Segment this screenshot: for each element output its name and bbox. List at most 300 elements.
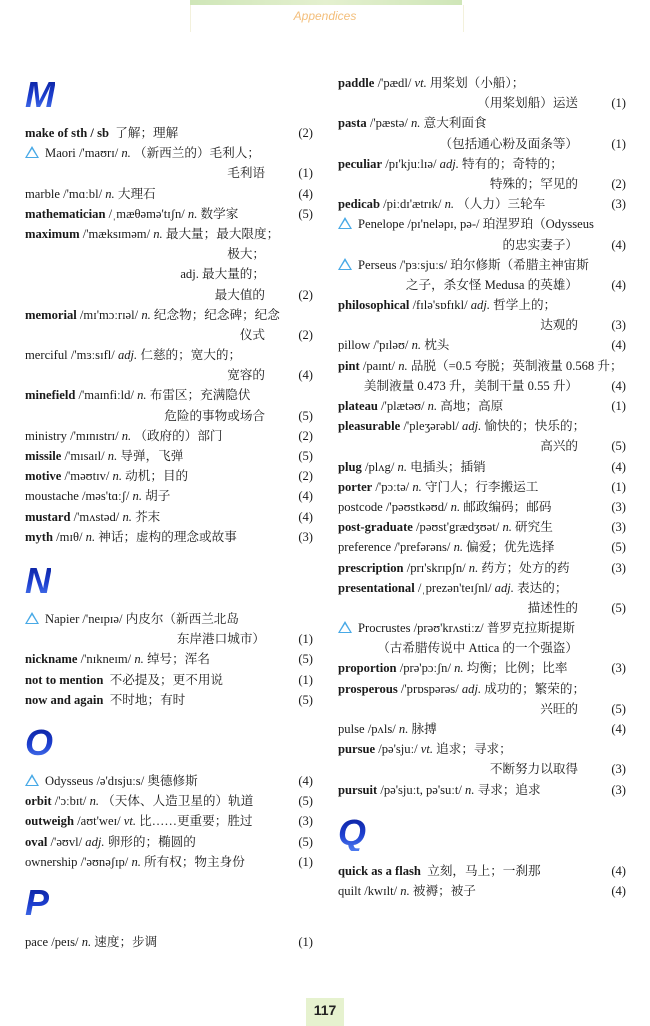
unit-number: (2) [298,287,313,302]
entry-text [338,881,604,901]
entry-headword: pace [25,935,49,949]
unit-number [604,739,626,759]
unit-number [604,679,626,699]
entry-text [338,739,604,759]
entry-headword: ministry [25,428,67,443]
entry-phonetic: /pɪ'neləpɪ, pə-/ [407,217,480,232]
unit-number: (4) [611,277,626,292]
triangle-marker-icon [338,258,352,270]
glossary-entry [338,618,626,638]
entry-phonetic: /'neɪpɪə/ [82,612,123,626]
entry-phonetic: /pə'sjuːt, pə'suːt/ [380,782,462,797]
entry-headword: pasta [338,116,367,131]
unit-number: (5) [298,834,313,849]
entry-phonetic: /'pɪləʊ/ [373,338,409,353]
glossary-entry [25,305,313,325]
entry-part-of-speech: n. [85,529,96,544]
entry-headword: paddle [338,76,375,90]
entry-definition: 最大量；最大限度； [165,226,280,241]
entry-part-of-speech: n. [400,884,410,899]
entry-part-of-speech: adj. [461,681,482,696]
unit-number [604,73,626,93]
entry-text [338,335,604,355]
entry-definition: （政府的）部门 [134,428,223,443]
glossary-entry [25,446,313,466]
unit-number: (3) [298,814,313,829]
entry-part-of-speech: n. [502,520,512,535]
entry-phonetic: /'mɜːsɪfl/ [70,348,115,363]
entry-phonetic: /paɪnt/ [362,358,396,373]
glossary-entry [25,426,313,446]
entry-definition: （天体、人造卫星的）轨道 [102,794,254,809]
entry-definition-continued: 东岸港口城市） [176,632,265,647]
unit-number: (1) [611,399,626,413]
entry-phonetic: /'mɪnɪstrɪ/ [70,428,119,443]
entry-definition: 动机；目的 [125,469,189,484]
unit-number: (3) [611,661,626,676]
entry-headword: Procrustes [358,621,411,636]
section-title: Appendices [293,9,357,23]
entry-headword: porter [338,479,373,494]
unit-number: (2) [611,176,626,191]
entry-phonetic: /mɪ'mɔːrɪəl/ [79,307,139,322]
entry-definition: 卵形的；椭圆的 [107,834,196,849]
entry-part-of-speech: n. [141,307,151,322]
entry-phonetic: /ˌprezən'teɪʃnl/ [417,580,492,595]
entry-definition-continued: 毛利语 [227,166,265,181]
unit-number: (5) [611,439,626,454]
unit-number: (5) [611,701,626,716]
entry-headword: nickname [25,652,78,667]
entry-text [338,477,604,497]
glossary-entry [338,457,626,477]
unit-number: (5) [298,794,313,809]
entry-phonetic: /məs'tɑːʃ/ [82,489,130,504]
entry-headword: memorial [25,307,77,322]
glossary-section [338,861,626,901]
glossary-entry [338,861,626,881]
entry-part-of-speech: n. [397,459,407,474]
unit-number: (4) [611,864,626,878]
entry-definition: 奥德修斯 [147,774,198,788]
entry-definition: 所有权；物主身份 [144,854,245,869]
entry-definition-continued: 最大值的 [214,287,265,302]
section-letter-heading: O [25,722,54,763]
glossary-entry [338,881,626,901]
entry-phonetic: /mɪθ/ [56,529,83,544]
entry-phonetic: /ˌmæθəmə'tɪʃn/ [108,206,185,221]
unit-number: (3) [611,318,626,333]
glossary-entry [338,578,626,598]
unit-number [291,305,313,325]
entry-headword: peculiar [338,156,383,171]
entry-part-of-speech: adj. [470,298,490,313]
unit-number: (1) [298,166,313,181]
entry-text [338,154,604,174]
entry-headword: minefield [25,388,76,403]
glossary-entry [25,771,313,791]
entry-headword: presentational [338,580,415,595]
entry-definition: （人力）三轮车 [457,197,546,212]
glossary-entry [25,609,313,629]
glossary-entry [338,335,626,355]
unit-number: (4) [611,378,626,393]
unit-number: (5) [298,408,313,423]
entry-headword: maximum [25,226,80,241]
glossary-entry [25,204,313,224]
entry-headword: outweigh [25,814,74,829]
glossary-entry [25,345,313,365]
entry-definition: 寻求；追求 [477,782,541,797]
unit-number: (4) [611,722,626,736]
entry-part-of-speech: adj. [462,419,482,434]
unit-number: (1) [298,935,313,949]
unit-number: (1) [611,96,626,111]
unit-number: (2) [298,126,313,140]
entry-definition-continued: 高兴的 [540,439,578,454]
entry-headword: philosophical [338,298,410,313]
section-letter-heading: N [25,560,51,601]
entry-part-of-speech: adj. [117,348,138,363]
entry-part-of-speech: n. [121,146,131,161]
entry-headword: plateau [338,399,378,413]
entry-definition-continued: 极大； [227,247,265,262]
entry-headword: pursuit [338,782,378,797]
unit-number: (3) [611,782,626,797]
entry-text [25,811,291,831]
entry-definition: 高地；高原 [440,399,504,413]
entry-headword: pillow [338,338,371,353]
unit-number [291,385,313,405]
unit-number: (3) [611,560,626,575]
glossary-entry [338,719,626,739]
unit-number: (1) [611,136,626,151]
entry-text [338,356,623,376]
glossary-entry [338,113,626,133]
glossary-entry [25,224,313,244]
glossary-entry [338,780,626,800]
entry-definition-continued: （包括通心粉及面条等） [439,136,578,151]
entry-definition: 追求；寻求； [436,742,512,757]
entry-part-of-speech: n. [453,540,464,555]
unit-number: (5) [611,600,626,615]
entry-text [25,446,291,466]
entry-text [338,861,604,881]
entry-definition-continued: 特殊的；罕见的 [489,176,578,191]
entry-text [338,396,604,416]
glossary-entry [338,154,626,174]
entry-headword: pleasurable [338,419,401,434]
entry-definition-continued: 兴旺的 [540,701,578,716]
unit-number: (5) [298,206,313,221]
unit-number: (4) [298,489,313,504]
unit-number [604,295,626,315]
entry-headword: prosperous [338,681,398,696]
entry-headword: pursue [338,742,376,757]
entry-text [338,457,604,477]
entry-definition: 不必提及；更不用说 [109,672,224,687]
glossary-entry [25,670,313,690]
entry-headword: quilt [338,884,362,899]
entry-definition: 绰号；浑名 [146,652,210,667]
entry-part-of-speech: n. [427,399,438,413]
unit-number [604,154,626,174]
glossary-entry [338,477,626,497]
entry-text [338,517,604,537]
entry-definition: 研究生 [515,520,553,535]
entry-text [25,385,291,405]
unit-number: (2) [298,469,313,484]
glossary-entry [25,932,313,952]
glossary-entry [338,255,626,275]
entry-phonetic: /'mæksɪməm/ [82,226,151,241]
unit-number: (5) [298,652,313,667]
entry-phonetic: /'mɑːbl/ [63,186,103,201]
entry-definition: 比……更重要；胜过 [139,814,253,829]
entry-text [25,609,291,629]
entry-part-of-speech: n. [134,652,144,667]
entry-phonetic: /'məʊtɪv/ [64,469,110,484]
unit-number: (3) [298,529,313,544]
entry-part-of-speech: adj. [494,580,514,595]
entry-headword: preference [338,540,392,555]
unit-number: (1) [298,632,313,647]
unit-number [604,578,626,598]
entry-definition: 珀尔修斯（希腊主神宙斯 [450,257,589,272]
entry-definition: 邮政编码；邮码 [463,499,552,514]
entry-phonetic: /'maɪnfiːld/ [78,388,134,403]
glossary-entry [25,832,313,852]
entry-definition: 意大利面食 [423,116,487,131]
entry-definition: 愉快的；快乐的； [484,419,586,434]
entry-text [25,184,291,204]
entry-phonetic: /'prɒspərəs/ [400,681,459,696]
entry-definition: 品脱（=0.5 夸脱；英制液量 0.568 升； [410,358,623,373]
glossary-entry [25,184,313,204]
entry-phonetic: /'pɜːsjuːs/ [399,257,448,272]
entry-continuation-line [338,436,626,456]
glossary-entry [25,852,313,872]
entry-definition-continued: 不断努力以取得 [489,762,578,777]
entry-part-of-speech: n. [398,358,408,373]
entry-definition-continued: adj. 最大量的； [180,267,265,282]
entry-phonetic: /prɪ'skrɪpʃn/ [406,560,466,575]
glossary-entry [25,690,313,710]
entry-phonetic: /fɪlə'sɒfɪkl/ [412,298,468,313]
glossary-entry [25,791,313,811]
entry-part-of-speech: n. [89,794,100,809]
entry-headword: missile [25,449,62,463]
entry-phonetic: /'plætəʊ/ [381,399,425,413]
entry-definition: 珀涅罗珀（Odysseus [482,217,594,232]
entry-definition: （新西兰的）毛利人； [133,146,260,161]
entry-headword: pint [338,358,360,373]
entry-headword: Perseus [358,257,397,272]
unit-number: (5) [611,540,626,555]
glossary-entry [25,649,313,669]
entry-headword: marble [25,186,60,201]
entry-definition: 胡子 [145,489,171,504]
entry-continuation-line [338,93,626,113]
entry-continuation-line [25,244,313,264]
entry-text [25,486,291,506]
unit-number [604,214,626,234]
glossary-entry [338,356,626,376]
entry-definition: 仁慈的；宽大的； [140,348,242,363]
entry-part-of-speech: vt. [414,76,427,90]
entry-phonetic: /'pɔːtə/ [375,479,410,494]
entry-headword: myth [25,529,53,544]
glossary-entry [338,295,626,315]
entry-text [25,123,291,143]
triangle-marker-icon [25,774,39,786]
entry-part-of-speech: n. [81,935,92,949]
entry-definition: 哲学上的； [493,298,557,313]
unit-number: (5) [298,692,313,707]
entry-text [25,832,291,852]
glossary-entry [338,396,626,416]
entry-text [25,204,291,224]
entry-definition: 了解；理解 [115,126,179,140]
unit-number [291,143,313,163]
glossary-entry [25,123,313,143]
entry-headword: Penelope [358,217,405,232]
entry-headword: mustard [25,509,71,524]
entry-headword: now and again [25,692,104,707]
glossary-section [25,771,313,872]
section-letter-heading: Q [338,812,367,853]
entry-part-of-speech: n. [187,206,198,221]
unit-number: (2) [298,327,313,342]
unit-number [291,224,313,244]
glossary-entry [338,658,626,678]
entry-phonetic: /'prefərəns/ [394,540,451,555]
section-letter-heading: P [25,882,50,923]
entry-continuation-line [338,598,626,618]
entry-headword: Odysseus [45,774,94,788]
entry-text [25,771,291,791]
entry-text [25,649,291,669]
unit-number: (5) [298,449,313,463]
entry-phonetic: /prəʊ'krʌstiːz/ [413,621,484,636]
entry-definition-continued: 的忠实妻子） [502,237,578,252]
unit-number: (3) [611,499,626,514]
entry-text [338,558,604,578]
entry-part-of-speech: adj. [439,156,459,171]
entry-definition: 偏爱；优先选择 [466,540,555,555]
unit-number [604,255,626,275]
entry-text [25,791,291,811]
entry-part-of-speech: n. [153,226,163,241]
unit-number: (4) [298,774,313,788]
entry-headword: plug [338,459,362,474]
entry-headword: make of sth / sb [25,126,109,140]
unit-number [604,416,626,436]
entry-text [338,255,604,275]
unit-number [291,345,313,365]
entry-headword: ownership [25,854,78,869]
entry-definition: 立刻，马上；一刹那 [427,864,541,878]
entry-phonetic: /'nɪkneɪm/ [80,652,132,667]
entry-part-of-speech: n. [465,782,475,797]
triangle-marker-icon [25,612,39,624]
entry-text [25,670,291,690]
entry-text [338,618,604,638]
entry-text [338,679,604,699]
entry-text [338,537,604,557]
triangle-marker-icon [338,217,352,229]
entry-definition-continued: 仪式 [239,327,265,342]
entry-text [25,426,291,446]
entry-headword: prescription [338,560,404,575]
entry-phonetic: /'ɔːbɪt/ [54,794,87,809]
glossary-entry [338,537,626,557]
entry-text [25,466,291,486]
entry-headword: postcode [338,499,383,514]
unit-number: (4) [298,368,313,383]
entry-definition: 数学家 [200,206,239,221]
entry-continuation-line [25,325,313,345]
entry-phonetic: /piːdɪ'ætrɪk/ [383,197,442,212]
unit-number: (3) [611,197,626,212]
entry-continuation-line [25,163,313,183]
entry-phonetic: /'pædl/ [377,76,412,90]
entry-phonetic: /ə'dɪsjuːs/ [96,774,145,788]
glossary-section [25,609,313,710]
entry-text [338,295,604,315]
entry-definition: 成功的；繁荣的； [484,681,586,696]
entry-part-of-speech: n. [131,854,141,869]
glossary-entry [338,497,626,517]
entry-text [338,497,604,517]
entry-text [338,578,604,598]
page-number: 117 [313,1002,337,1018]
entry-continuation-line [25,264,313,284]
unit-number [623,356,626,376]
entry-definition-continued: 描述性的 [527,600,578,615]
entry-phonetic: /pɪ'kjuːlɪə/ [385,156,437,171]
entry-part-of-speech: n. [468,560,479,575]
glossary-entry [25,466,313,486]
entry-definition: 导弹，飞弹 [120,449,184,463]
glossary-entry [25,811,313,831]
entry-phonetic: /pəʊst'grædʒʊət/ [416,520,500,535]
entry-text [338,658,604,678]
entry-definition-continued: 之子，杀女怪 Medusa 的英雄） [405,277,578,292]
unit-number: (1) [611,479,626,494]
unit-number: (4) [611,237,626,252]
entry-definition-continued: （古希腊传说中 Attica 的一个强盗） [377,641,578,656]
entry-definition: 内皮尔（新西兰北岛 [125,612,239,626]
entry-part-of-speech: n. [454,661,464,676]
entry-definition: 神话；虚构的理念或故事 [98,529,237,544]
entry-part-of-speech: vt. [420,742,434,757]
entry-phonetic: /'maʊrɪ/ [78,146,119,161]
entry-continuation-line [338,174,626,194]
entry-part-of-speech: n. [112,469,122,484]
entry-headword: orbit [25,794,52,809]
glossary-entry [338,739,626,759]
glossary-section [25,123,313,547]
glossary-entry [338,214,626,234]
triangle-marker-icon [338,621,352,633]
entry-continuation-line [338,315,626,335]
entry-definition: 速度；步调 [94,935,158,949]
entry-text [338,194,604,214]
entry-definition: 用桨划（小船）； [429,76,525,90]
entry-part-of-speech: n. [137,388,147,403]
entry-definition-continued: 美制液量 0.473 升，美制干量 0.55 升） [363,378,578,393]
